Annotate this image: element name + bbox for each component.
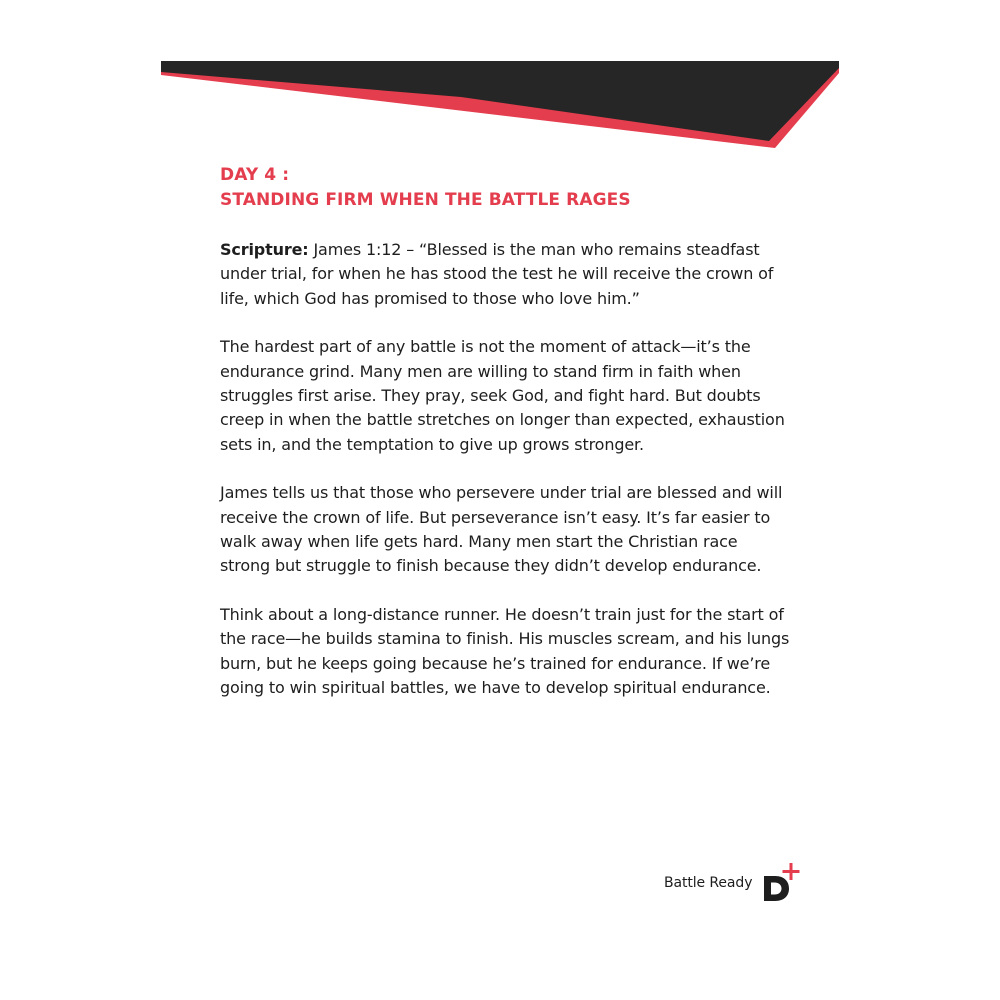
- scripture-paragraph: [220, 238, 790, 311]
- scripture-label: Scripture:: [220, 240, 309, 259]
- day-label: DAY 4 :: [220, 165, 290, 185]
- d-plus-logo-icon: [761, 862, 801, 904]
- devotional-content: [220, 163, 790, 701]
- footer: [664, 862, 801, 904]
- body-paragraph-3: Think about a long-distance runner. He doesn’t train just for the start of the race—he builds stamina to finish. His muscles scream, and his lungs burn, but he keeps going because he’s trained for endurance. If we’re going to win spiritual battles, we have to develop spiritual endurance.: [220, 604, 790, 698]
- body-paragraph-1: The hardest part of any battle is not the moment of attack—it’s the endurance grind. Many men are willing to stand firm in faith when struggles first arise. They pray, seek God, and fight hard. But doubts creep in when the battle stretches on longer than expected, exhaustion sets in, and the temptation to give up grows stronger.: [220, 337, 785, 454]
- body-paragraph-2: James tells us that those who persevere under trial are blessed and will receive the crown of life. But perseverance isn’t easy. It’s far easier to walk away when life gets hard. Many men start the Christian race strong but struggle to finish because they didn’t develop endurance.: [220, 483, 783, 576]
- header-banner: [161, 61, 839, 151]
- scripture-text: James 1:12 – “Blessed is the man who remains steadfast under trial, for when he has stood the test he will receive the crown of life, which God has promised to those who love him.”: [220, 240, 774, 308]
- day-title: STANDING FIRM WHEN THE BATTLE RAGES: [220, 190, 631, 210]
- header-banner-dark-shape: [161, 61, 839, 141]
- footer-brand-text: Battle Ready: [664, 875, 753, 891]
